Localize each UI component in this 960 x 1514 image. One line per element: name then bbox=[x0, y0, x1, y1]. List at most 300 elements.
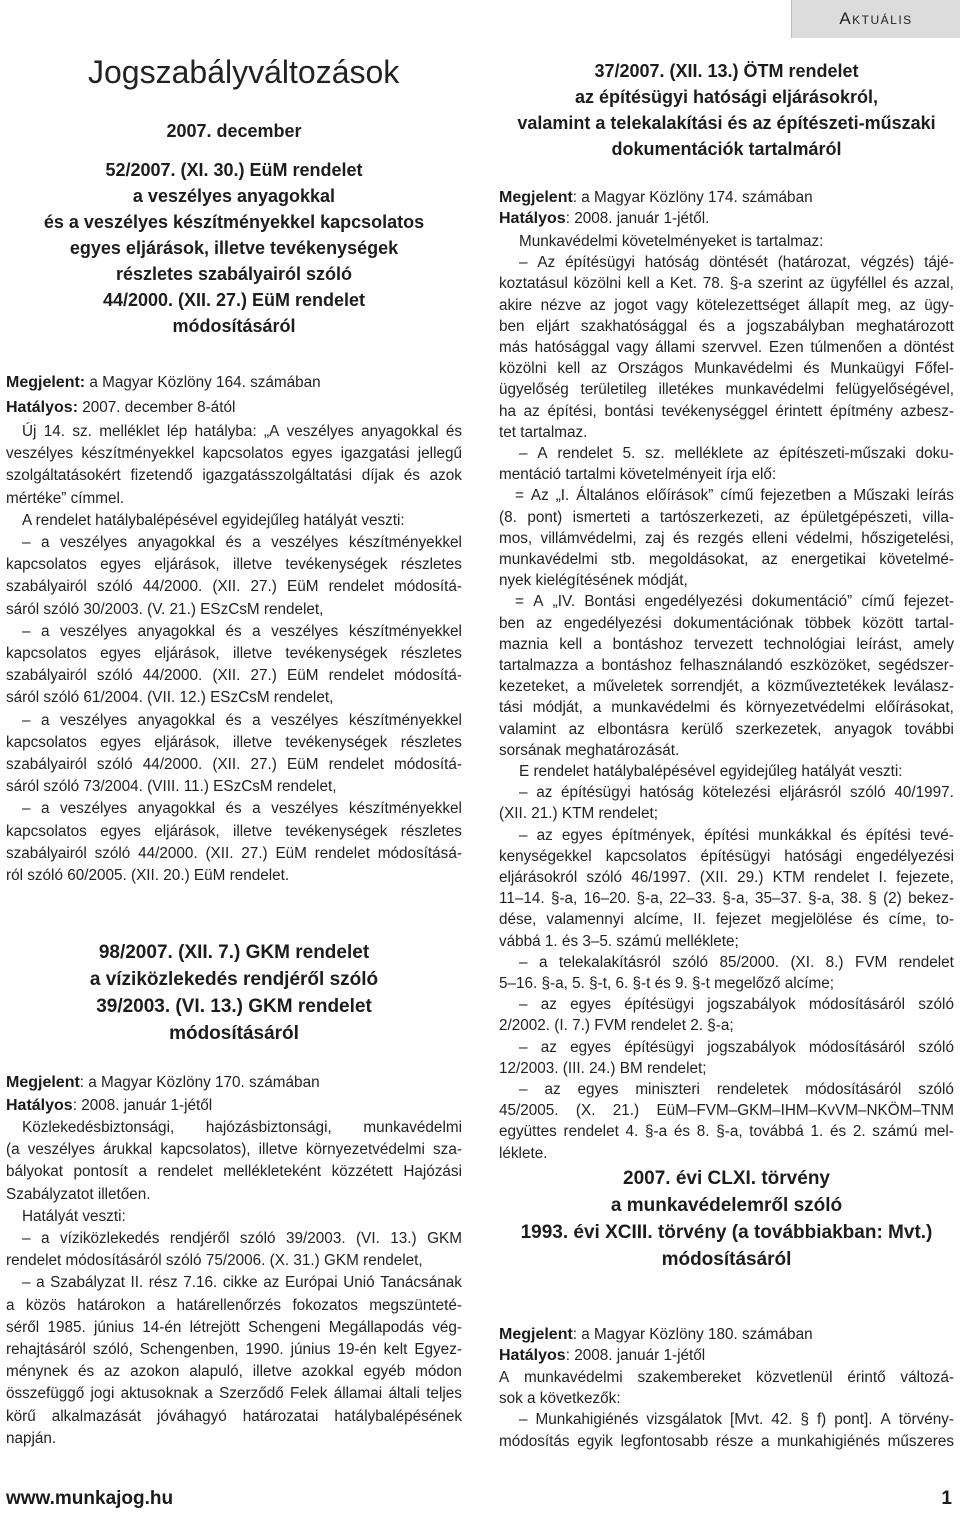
word: vég- bbox=[432, 1318, 462, 1336]
word: meghatározott bbox=[856, 317, 954, 335]
published-label: Megjelent: bbox=[6, 374, 86, 391]
word: építésügyi bbox=[565, 254, 635, 272]
word: és bbox=[673, 1123, 691, 1141]
word: szóló bbox=[96, 756, 133, 773]
word: 14. bbox=[43, 423, 66, 440]
body-line bbox=[499, 1431, 954, 1452]
effective-label: Hatályos: bbox=[6, 399, 79, 416]
word: anyagokkal bbox=[361, 423, 439, 440]
article-title-line: 52/2007. (XI. 30.) EüM rendelet bbox=[105, 160, 363, 180]
word: veszélyes bbox=[271, 711, 339, 729]
word: veszélyes bbox=[271, 622, 339, 640]
body-line bbox=[499, 1367, 954, 1388]
effective-value: : 2008. január 1-jétől bbox=[72, 1097, 213, 1114]
published-label: Megjelent bbox=[499, 189, 573, 206]
word: I. bbox=[878, 869, 887, 886]
word: 78. bbox=[702, 275, 725, 293]
word: egyéb bbox=[363, 1363, 406, 1381]
body-line bbox=[6, 554, 462, 575]
effective-line bbox=[6, 397, 235, 418]
body-line bbox=[499, 613, 954, 634]
word: rendjéről bbox=[169, 1230, 230, 1247]
word: közzétett bbox=[331, 1163, 393, 1181]
word: EüM bbox=[275, 844, 307, 862]
body-line bbox=[499, 888, 954, 909]
word: Schengenben, bbox=[139, 1341, 239, 1358]
word: rehajtásáról bbox=[6, 1341, 86, 1358]
body-line bbox=[499, 1100, 954, 1121]
word: KTM bbox=[772, 869, 805, 886]
word: veszélyes bbox=[271, 534, 339, 551]
word: rész bbox=[148, 1274, 178, 1292]
word: 4. bbox=[625, 1123, 639, 1141]
word: jóváhagyó bbox=[157, 1407, 227, 1425]
word: szóló bbox=[239, 1230, 276, 1247]
word: hatóság bbox=[639, 784, 694, 802]
word: víziközlekedés bbox=[59, 1230, 160, 1247]
body-line: sáról szóló 61/2004. (VII. 12.) ESzCsM rendelet, bbox=[6, 689, 334, 707]
right-column bbox=[499, 0, 954, 1514]
word: a bbox=[751, 678, 760, 696]
word: szóló, bbox=[92, 1341, 133, 1358]
word: a bbox=[576, 678, 586, 696]
word: 27.) bbox=[241, 844, 268, 862]
word: további bbox=[904, 720, 954, 738]
article-title-line: módosításáról bbox=[172, 316, 296, 336]
word: 1985. bbox=[47, 1318, 86, 1336]
word: EüM–FVM–GKM–IHM–KvVM–NKÖM–TNM bbox=[656, 1102, 954, 1120]
word: kapcsolatos bbox=[6, 556, 87, 574]
word: (XII. bbox=[699, 869, 728, 886]
word: Hajózási bbox=[403, 1163, 462, 1181]
word: kerülő bbox=[681, 720, 724, 738]
word: eszközöket, bbox=[790, 657, 871, 674]
word: kezeteket, bbox=[499, 678, 569, 696]
word: a bbox=[655, 275, 665, 293]
body-line: tet tartalmaz. bbox=[499, 423, 588, 441]
body-line bbox=[499, 634, 954, 655]
word: koztatásul bbox=[499, 275, 568, 293]
word: kapcsolatos), bbox=[160, 1141, 251, 1159]
word: fokozatos bbox=[292, 1296, 358, 1314]
word: fejezet bbox=[715, 911, 761, 929]
word: közölni bbox=[573, 275, 622, 293]
word: szóló bbox=[672, 953, 709, 971]
word: tevékenységgel bbox=[661, 402, 768, 420]
word: a bbox=[36, 1274, 45, 1292]
body-line bbox=[499, 846, 954, 867]
word: a bbox=[6, 1296, 15, 1314]
word: ha bbox=[499, 402, 517, 420]
word: f) bbox=[816, 1411, 827, 1429]
word: tevékenységek bbox=[285, 556, 388, 574]
word: a bbox=[41, 622, 50, 640]
word: aktusoknak bbox=[120, 1385, 199, 1403]
body-line: E rendelet hatálybalépésével egyidejűleg hatályát veszti: bbox=[519, 763, 903, 780]
word: – bbox=[22, 622, 31, 640]
body-line: Hatályát veszti: bbox=[22, 1207, 126, 1225]
word: alapuló, bbox=[189, 1363, 243, 1381]
word: §-a, bbox=[636, 890, 664, 908]
word: szóló bbox=[918, 996, 954, 1014]
word: veszélyes bbox=[286, 423, 354, 440]
word: II. bbox=[130, 1274, 144, 1292]
word: „I. bbox=[555, 487, 570, 505]
word: veszélyes bbox=[27, 1141, 95, 1159]
body-line: nyek kielégítésének módját, bbox=[499, 572, 688, 590]
word: és bbox=[225, 800, 242, 818]
body-line bbox=[6, 1161, 462, 1182]
body-line: napján. bbox=[6, 1429, 57, 1447]
word: az bbox=[899, 296, 916, 314]
word: lép bbox=[166, 423, 188, 440]
word: változá- bbox=[900, 1369, 954, 1386]
word: és bbox=[225, 711, 242, 729]
word: az bbox=[590, 360, 608, 378]
body-line bbox=[6, 1406, 462, 1427]
word: az bbox=[536, 614, 553, 632]
word: azzal, bbox=[913, 275, 954, 293]
word: akire bbox=[499, 296, 533, 314]
word: szóló bbox=[96, 578, 133, 596]
word: ismerteti bbox=[572, 508, 631, 526]
word: 46/1997. bbox=[631, 869, 691, 886]
word: = bbox=[515, 593, 524, 611]
word: azok bbox=[429, 467, 462, 485]
word: pont]. bbox=[834, 1411, 873, 1429]
word: részletes bbox=[400, 822, 462, 840]
article-title-line: dokumentációk tartalmáról bbox=[611, 139, 842, 159]
word: (XII. bbox=[212, 578, 241, 596]
word: és bbox=[672, 529, 690, 547]
word: azokkal bbox=[301, 1363, 354, 1381]
body-line bbox=[6, 821, 462, 842]
body-line: Szabályzatot illetően. bbox=[6, 1185, 151, 1203]
word: leválasz- bbox=[893, 678, 954, 696]
body-line bbox=[6, 1139, 462, 1160]
word: tási bbox=[499, 699, 523, 717]
word: módosításáról bbox=[805, 1081, 902, 1098]
word: közműveztetékek bbox=[767, 678, 886, 696]
word: tartal- bbox=[914, 614, 954, 632]
word: Ezen bbox=[768, 339, 804, 356]
word: valamennyi bbox=[546, 911, 624, 929]
word: fejezete, bbox=[896, 869, 954, 886]
word: „A bbox=[264, 423, 280, 440]
word: doku- bbox=[915, 445, 954, 462]
body-line bbox=[519, 1409, 954, 1430]
article-title-line: 2007. évi CLXI. törvény bbox=[623, 1168, 830, 1189]
body-line bbox=[499, 676, 954, 697]
article-title-line: 1993. évi XCIII. törvény (a továbbiakban: Mvt.) bbox=[520, 1222, 933, 1243]
word: bályokat bbox=[6, 1163, 63, 1181]
word: 19-én bbox=[337, 1341, 377, 1358]
word: rendelet bbox=[557, 445, 613, 462]
word: fejezetben bbox=[760, 487, 831, 505]
word: 29.) bbox=[737, 869, 764, 886]
word: általi bbox=[388, 1385, 420, 1403]
article-title-line: részletes szabályairól szóló bbox=[115, 264, 353, 284]
page-title: Jogszabályváltozások bbox=[88, 54, 400, 90]
word: 45/2005. bbox=[499, 1102, 559, 1120]
word: és bbox=[719, 699, 736, 717]
word: jogot bbox=[614, 296, 648, 314]
body-line: A rendelet hatálybalépésével egyidejűleg hatályát veszti: bbox=[22, 511, 405, 529]
word: ben bbox=[499, 614, 525, 632]
word: ügy- bbox=[924, 296, 954, 314]
word: területileg bbox=[580, 381, 647, 399]
word: – bbox=[22, 800, 31, 818]
word: munkavédelmi bbox=[725, 381, 825, 399]
body-line bbox=[22, 1272, 462, 1293]
body-line bbox=[22, 532, 462, 553]
word: jogszabályban bbox=[746, 317, 845, 335]
word: a bbox=[640, 508, 650, 526]
word: jogi bbox=[90, 1385, 115, 1403]
word: veszélyes bbox=[60, 622, 128, 640]
word: a bbox=[41, 800, 50, 818]
body-line bbox=[499, 337, 954, 358]
word: kenységekkel bbox=[499, 847, 592, 865]
article-title-line: módosításáról bbox=[661, 1249, 792, 1270]
word: az bbox=[540, 1038, 557, 1056]
word: – bbox=[519, 784, 528, 802]
body-line bbox=[6, 843, 462, 864]
body-line: ról szóló 60/2005. (XII. 20.) EüM rendelet. bbox=[6, 867, 290, 884]
word: (8. bbox=[499, 508, 517, 526]
body-line bbox=[22, 421, 462, 442]
word: a bbox=[585, 657, 595, 674]
word: készítményekkel bbox=[81, 445, 195, 463]
word: zaj bbox=[645, 529, 665, 547]
body-line bbox=[519, 1037, 954, 1058]
word: villa- bbox=[922, 508, 954, 526]
word: Megállapodás bbox=[328, 1318, 424, 1336]
word: fizetendő bbox=[130, 467, 193, 485]
word: azbesz- bbox=[900, 402, 954, 420]
word: §-a, bbox=[716, 1123, 743, 1141]
word: ben bbox=[499, 317, 525, 335]
word: (2) bbox=[883, 890, 902, 908]
word: a bbox=[204, 1385, 213, 1403]
word: Általános bbox=[576, 487, 640, 505]
word: kell bbox=[626, 275, 650, 293]
word: pontosít bbox=[73, 1163, 128, 1181]
word: alkalmazását bbox=[51, 1407, 142, 1425]
word: végzés) bbox=[860, 254, 915, 272]
word: egyes bbox=[100, 822, 141, 840]
word: kapcsolatos bbox=[6, 733, 87, 751]
word: eljárásról bbox=[779, 784, 842, 802]
word: – bbox=[22, 1274, 31, 1292]
word: 22–33. bbox=[669, 890, 717, 908]
word: építmény bbox=[829, 402, 893, 420]
word: a bbox=[252, 800, 261, 818]
word: építési bbox=[704, 826, 750, 844]
word: teljes bbox=[426, 1385, 462, 1403]
word: A bbox=[499, 1369, 510, 1386]
body-line bbox=[6, 465, 462, 486]
body-line bbox=[519, 825, 954, 846]
effective-value: : 2008. január 1-jétől. bbox=[565, 210, 710, 227]
article-title-line: 37/2007. (XII. 13.) ÖTM rendelet bbox=[594, 61, 859, 81]
word: munkákkal bbox=[758, 826, 832, 844]
word: azokon bbox=[130, 1363, 180, 1381]
word: megszünteté- bbox=[369, 1296, 462, 1314]
published-value: : a Magyar Közlöny 180. számában bbox=[572, 1326, 813, 1343]
word: építmények, bbox=[611, 826, 696, 844]
word: eljárások, bbox=[154, 556, 220, 574]
word: anyagokkal bbox=[137, 800, 216, 818]
word: módosítá- bbox=[393, 667, 462, 685]
word: II. bbox=[693, 911, 706, 929]
word: „IV. bbox=[552, 593, 576, 611]
word: telekalakításról bbox=[558, 953, 661, 971]
word: az bbox=[544, 1081, 561, 1098]
word: sz. bbox=[645, 445, 665, 462]
body-line: vábbá 1. és 3–5. számú melléklete; bbox=[499, 932, 739, 950]
word: bekez- bbox=[908, 890, 954, 908]
body-line bbox=[499, 549, 954, 570]
word: igazgatásszolgáltatási bbox=[202, 467, 352, 485]
word: szóló bbox=[918, 1081, 954, 1098]
published-value: : a Magyar Közlöny 174. számában bbox=[572, 189, 813, 206]
word: egyes bbox=[561, 826, 603, 844]
word: rendelet bbox=[328, 578, 384, 596]
word: más bbox=[499, 339, 528, 356]
word: valamint bbox=[499, 720, 556, 738]
article-title-line: 98/2007. (XII. 7.) GKM rendelet bbox=[98, 942, 370, 963]
word: és bbox=[403, 467, 420, 485]
word: a bbox=[593, 635, 602, 653]
word: a bbox=[538, 953, 548, 971]
word: munkahigiénés bbox=[777, 1432, 881, 1450]
body-line bbox=[515, 591, 954, 612]
body-line bbox=[6, 1383, 462, 1404]
word: 40/1997. bbox=[894, 784, 954, 802]
word: séről bbox=[6, 1318, 40, 1336]
word: miniszteri bbox=[635, 1081, 700, 1098]
word: címe, bbox=[888, 911, 927, 929]
word: módosításá- bbox=[377, 844, 462, 862]
body-line bbox=[6, 1295, 462, 1316]
body-line bbox=[499, 697, 954, 718]
word: szakembereket bbox=[637, 1369, 742, 1386]
word: Közlekedésbiztonsági, bbox=[22, 1119, 175, 1136]
word: az bbox=[536, 826, 553, 844]
word: rezgés bbox=[697, 529, 744, 547]
word: veszélyes bbox=[271, 800, 339, 818]
word: (a bbox=[6, 1141, 20, 1159]
body-line: sáról szóló 73/2004. (VIII. 11.) ESzCsM rendelet, bbox=[6, 778, 337, 796]
word: rendelet bbox=[898, 953, 954, 971]
word: veszélyes bbox=[60, 711, 128, 729]
word: döntését bbox=[709, 254, 768, 272]
word: és bbox=[803, 360, 820, 378]
body-line bbox=[6, 1317, 462, 1338]
word: szóló bbox=[849, 784, 886, 802]
body-line: 5–16. §-a, 5. §-t, 6. §-t és 9. §-t megelőző alcíme; bbox=[499, 975, 835, 992]
word: című bbox=[861, 593, 895, 611]
word: §-a, bbox=[722, 890, 749, 908]
word: eljárások, bbox=[154, 733, 220, 751]
word: illetve bbox=[232, 645, 273, 662]
body-line bbox=[499, 358, 954, 379]
word: amely bbox=[913, 635, 954, 653]
word: EüM bbox=[287, 578, 319, 596]
word: részletes bbox=[400, 645, 462, 662]
word: ménynek bbox=[6, 1363, 69, 1381]
word: az bbox=[263, 1274, 280, 1292]
word: pont) bbox=[527, 508, 563, 526]
word: illetve bbox=[232, 556, 273, 574]
word: munkavédelmi bbox=[499, 551, 598, 568]
word: (VI. bbox=[356, 1230, 380, 1247]
word: építésügyi bbox=[561, 784, 631, 802]
word: tartószerkezeti, bbox=[659, 508, 764, 526]
effective-label: Hatályos bbox=[6, 1097, 73, 1114]
body-line: (XII. 21.) KTM rendelet; bbox=[499, 805, 658, 823]
published-line bbox=[499, 1324, 813, 1345]
word: dése, bbox=[499, 911, 537, 929]
published-label: Megjelent bbox=[6, 1074, 80, 1091]
word: 8.) bbox=[825, 953, 844, 971]
word: legfontosabb bbox=[620, 1432, 709, 1450]
word: energetikai bbox=[791, 551, 866, 568]
word: építésügyi bbox=[624, 1038, 694, 1056]
word: egyes bbox=[291, 445, 333, 463]
article-title-line: a veszélyes anyagokkal bbox=[132, 186, 336, 206]
word: A bbox=[533, 593, 544, 611]
page-number: 1 bbox=[941, 1488, 952, 1509]
body-line bbox=[6, 1339, 462, 1360]
word: rendelet bbox=[328, 756, 384, 773]
body-line bbox=[499, 909, 954, 930]
word: Felek bbox=[290, 1385, 328, 1403]
word: segédszer- bbox=[878, 657, 954, 674]
word: összefüggő bbox=[6, 1385, 85, 1403]
word: anyagokkal bbox=[137, 534, 216, 551]
word: 44/2000. bbox=[142, 756, 203, 773]
word: A bbox=[880, 1411, 891, 1429]
word: szóló bbox=[94, 844, 131, 862]
word: Műszaki bbox=[853, 487, 910, 505]
word: Ket. bbox=[669, 275, 698, 293]
word: június bbox=[290, 1341, 331, 1358]
word: Munkaügyi bbox=[830, 360, 905, 378]
body-line bbox=[22, 798, 462, 819]
footer-website-link[interactable]: www.munkajog.hu bbox=[6, 1488, 174, 1509]
word: a bbox=[41, 711, 50, 729]
word: 38. bbox=[840, 890, 862, 908]
word: leírást, bbox=[856, 635, 903, 653]
word: az bbox=[104, 1363, 121, 1381]
body-line bbox=[519, 782, 954, 803]
word: szóló bbox=[586, 869, 623, 886]
body-line bbox=[499, 719, 954, 740]
word: körű bbox=[6, 1407, 36, 1425]
effective-value: : 2008. január 1-jétől bbox=[565, 1347, 706, 1364]
effective-label: Hatályos bbox=[499, 210, 566, 227]
word: sza- bbox=[433, 1141, 462, 1159]
word: 16–20. bbox=[583, 890, 631, 908]
word: államai bbox=[333, 1385, 383, 1403]
word: és bbox=[445, 423, 462, 440]
word: szóló bbox=[918, 1038, 954, 1056]
published-line bbox=[6, 372, 321, 393]
word: és bbox=[698, 317, 715, 335]
word: felhasználandó bbox=[679, 657, 783, 674]
